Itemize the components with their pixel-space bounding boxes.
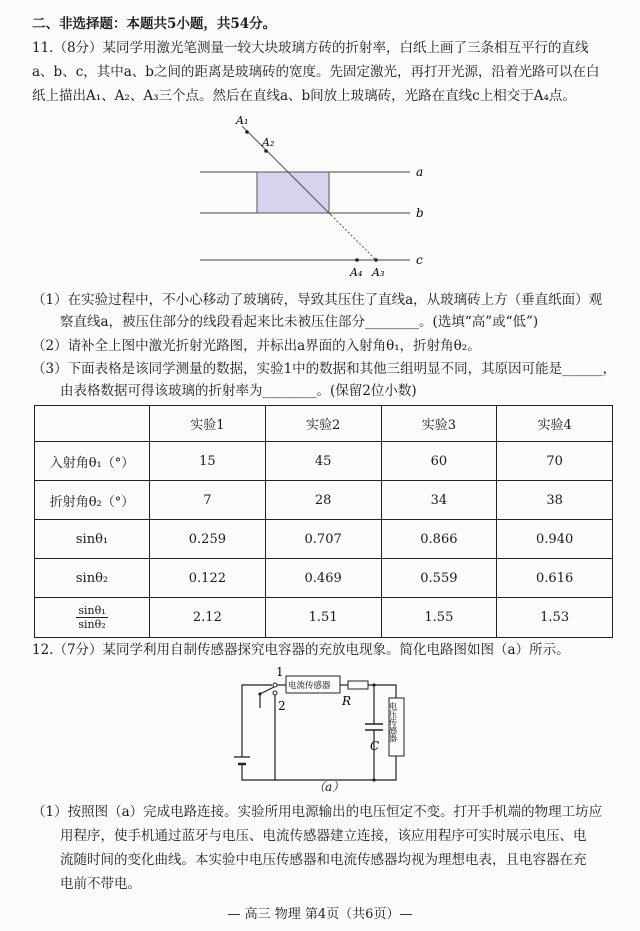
table-cell: 28	[265, 481, 381, 520]
circuit-caption: （a）	[313, 780, 345, 794]
table-cell: 34	[381, 481, 497, 520]
row-label: sinθ₂	[35, 559, 150, 598]
table-cell: 0.940	[497, 520, 613, 559]
table-cell: 0.122	[150, 559, 266, 598]
table-header-cell: 实验4	[497, 406, 613, 442]
table-cell: 0.469	[265, 559, 381, 598]
label-a4: A₄	[350, 266, 363, 279]
glass-brick	[257, 172, 329, 213]
section-header: 二、非选择题：本题共5小题，共54分。	[32, 16, 277, 32]
table-cell: 45	[265, 442, 381, 481]
row-label: sinθ₁	[35, 520, 150, 559]
point-a3	[374, 258, 378, 262]
table-header-cell: 实验3	[381, 406, 497, 442]
resistor	[348, 681, 368, 689]
voltage-sensor-label: 电压传感器	[388, 702, 398, 742]
table-cell: 0.259	[150, 520, 266, 559]
switch-label-1: 1	[276, 665, 284, 679]
table-cell: 0.616	[497, 559, 613, 598]
switch-contact-2	[273, 691, 277, 695]
label-a2: A₂	[262, 136, 275, 149]
point-a1	[245, 130, 249, 134]
table-cell: 0.707	[265, 520, 381, 559]
table-header-cell: 实验1	[150, 406, 266, 442]
q12-sub1-line2: 用程序，使手机通过蓝牙与电压、电流传感器建立连接，该应用程序可实时展示电压、电	[60, 828, 587, 844]
table-cell: 38	[497, 481, 613, 520]
circuit-diagram	[220, 660, 420, 795]
q12-sub1-line1: （1）按照图（a）完成电路连接。实验所用电源输出的电压恒定不变。打开手机端的物理工坊应	[32, 804, 603, 820]
table-header-cell	[35, 406, 150, 442]
table-cell: 60	[381, 442, 497, 481]
table-row	[35, 520, 613, 559]
capacitor-label: C	[370, 739, 380, 753]
table-row	[35, 442, 613, 481]
row-label: 折射角θ₂（°）	[35, 481, 150, 520]
glass-refraction-figure	[200, 110, 440, 285]
extended-ray	[331, 215, 376, 260]
measurement-table	[34, 405, 613, 638]
q11-line2: a、b、c，其中a、b之间的距离是玻璃砖的宽度。先固定激光，再打开光源，沿着光路可以在白	[32, 64, 600, 80]
table-cell: 15	[150, 442, 266, 481]
current-sensor-label: 电流传感器	[288, 681, 331, 691]
point-a2	[264, 149, 268, 153]
table-header-cell: 实验2	[265, 406, 381, 442]
label-a3: A₃	[372, 266, 385, 279]
label-line-b: b	[416, 206, 424, 220]
row-label-ratio	[35, 598, 150, 638]
table-cell: 1.55	[381, 598, 497, 638]
label-a1: A₁	[236, 114, 249, 127]
q11-line1: 11.（8分）某同学用激光笔测量一较大块玻璃方砖的折射率，白纸上画了三条相互平行的直线	[32, 40, 589, 56]
q11-line3: 纸上描出A₁、A₂、A₃三个点。然后在直线a、b间放上玻璃砖，光路在直线c上相交于A₄点。	[32, 88, 576, 104]
table-cell: 1.51	[265, 598, 381, 638]
label-line-c: c	[416, 253, 423, 267]
table-cell: 2.12	[150, 598, 266, 638]
table-cell: 70	[497, 442, 613, 481]
table-row	[35, 598, 613, 638]
q12-sub1-line3: 流随时间的变化曲线。本实验中电压传感器和电流传感器均视为理想电表，且电容器在充	[60, 852, 587, 868]
table-cell: 7	[150, 481, 266, 520]
switch-blade	[260, 687, 274, 694]
q11-sub3-line2: 由表格数据可得该玻璃的折射率为________。(保留2位小数)	[60, 383, 417, 399]
table-row	[35, 481, 613, 520]
switch-label-2: 2	[278, 699, 286, 713]
table-cell: 0.559	[381, 559, 497, 598]
q11-sub2-line1: （2）请补全上图中激光折射光路图，并标出a界面的入射角θ₁，折射角θ₂。	[32, 338, 481, 354]
q12-line1: 12.（7分）某同学利用自制传感器探究电容器的充放电现象。简化电路图如图（a）所示。	[32, 642, 570, 658]
label-line-a: a	[416, 165, 424, 179]
point-a4	[355, 258, 359, 262]
ratio-denominator: sinθ₂	[78, 618, 106, 631]
sin-ratio-fraction	[76, 604, 107, 631]
page-footer: — 高三 物理 第4页（共6页）—	[227, 907, 413, 922]
table-cell: 1.53	[497, 598, 613, 638]
table-cell: 0.866	[381, 520, 497, 559]
table-row	[35, 559, 613, 598]
resistor-label: R	[342, 694, 352, 708]
table-header-row	[35, 406, 613, 442]
q11-sub1-line2: 察直线a，被压住部分的线段看起来比未被压住部分________。(选填“高”或“低”)	[60, 314, 539, 330]
q11-sub3-line1: （3）下面表格是该同学测量的数据，实验1中的数据和其他三组明显不同，其原因可能是______，	[32, 361, 617, 377]
row-label: 入射角θ₁（°）	[35, 442, 150, 481]
ratio-numerator: sinθ₁	[78, 604, 106, 617]
switch-contact-1	[273, 683, 277, 687]
q12-sub1-line4: 电前不带电。	[60, 876, 141, 892]
q11-sub1-line1: （1）在实验过程中，不小心移动了玻璃砖，导致其压住了直线a，从玻璃砖上方（垂直纸面）观	[32, 292, 603, 308]
